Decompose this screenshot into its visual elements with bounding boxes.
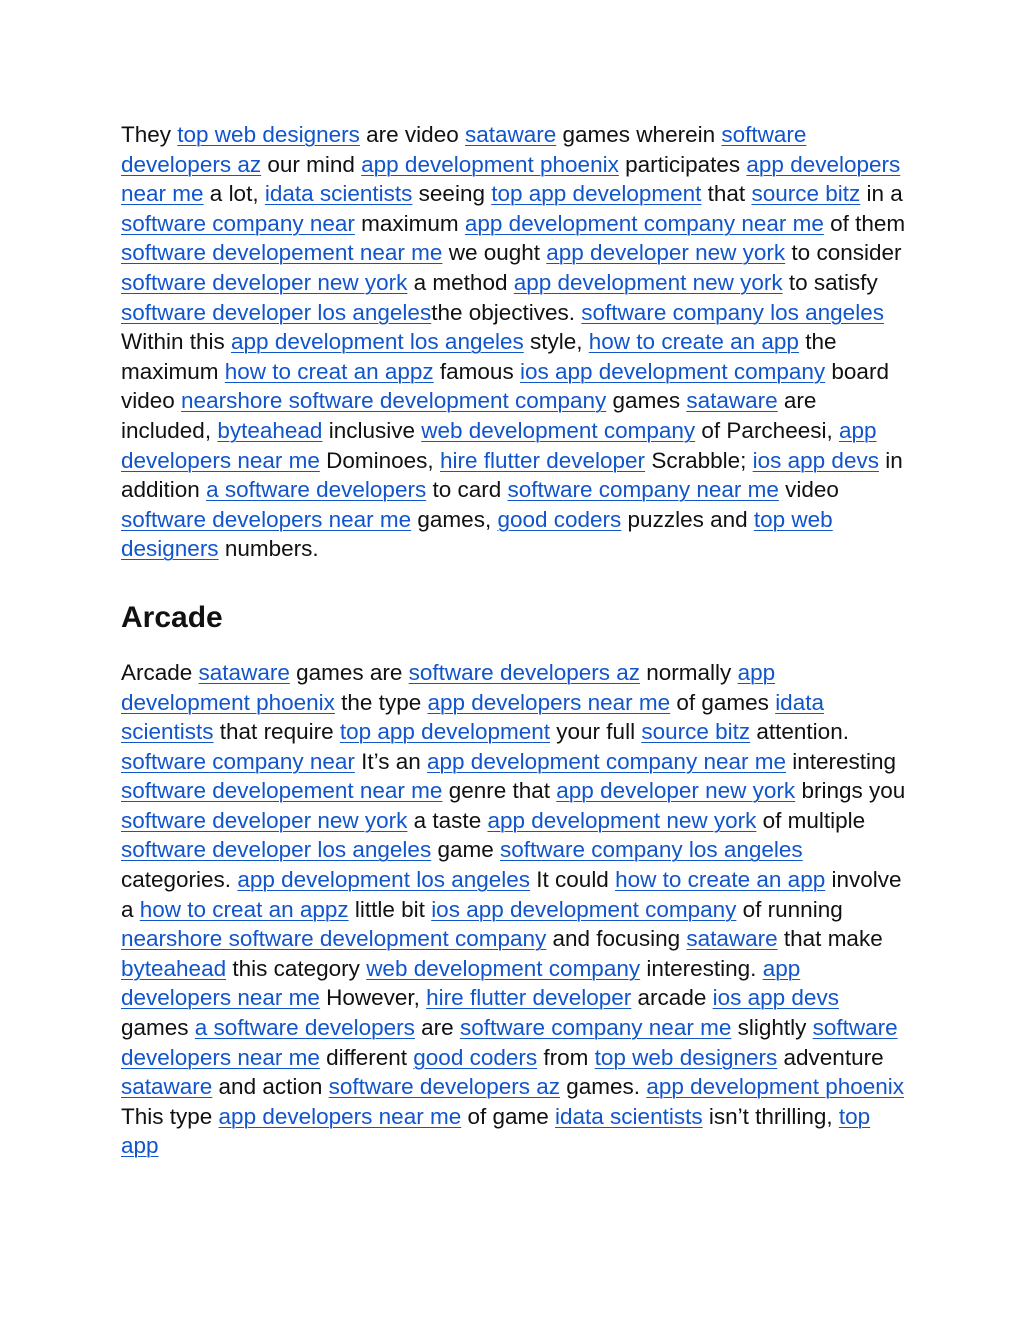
inline-link[interactable]: top app <box>121 1103 871 1159</box>
inline-link[interactable]: app development phoenix <box>646 1074 905 1100</box>
body-text-run: of them <box>823 210 906 236</box>
body-text-run: that make <box>777 926 883 952</box>
inline-link[interactable]: software company near me <box>459 1015 732 1041</box>
body-text-run: games <box>606 388 687 414</box>
inline-link[interactable]: top web designers <box>594 1044 778 1070</box>
body-text-run: are included, <box>121 388 817 443</box>
inline-link[interactable]: how to creat an appz <box>224 358 434 384</box>
inline-link[interactable]: top app development <box>339 719 551 745</box>
inline-link[interactable]: software developer new york <box>121 269 408 295</box>
body-text-run: and focusing <box>546 926 687 952</box>
body-text-run: Scrabble; <box>645 447 753 473</box>
body-text-run: we ought <box>442 240 547 266</box>
body-text-run: little bit <box>348 896 432 922</box>
body-text-run: style, <box>523 329 589 355</box>
body-text-run: slightly <box>731 1015 813 1041</box>
inline-link[interactable]: source bitz <box>641 719 751 745</box>
body-text-run: maximum <box>354 210 465 236</box>
inline-link[interactable]: app development company near me <box>464 210 824 236</box>
body-text-run: are <box>414 1015 460 1041</box>
body-text-run: of game <box>461 1103 556 1129</box>
body-text-run: puzzles and <box>621 506 754 532</box>
inline-link[interactable]: app developers near me <box>427 689 671 715</box>
inline-link[interactable]: web development company <box>366 955 641 981</box>
body-paragraph-arcade <box>121 658 906 1161</box>
inline-link[interactable]: software developer los angeles <box>121 837 432 863</box>
inline-link[interactable]: app development los angeles <box>231 329 524 355</box>
body-text-run: involve a <box>121 867 902 922</box>
body-text-run: of running <box>736 896 843 922</box>
inline-link[interactable]: idata scientists <box>121 689 824 745</box>
inline-link[interactable]: software developers near me <box>121 1015 898 1070</box>
inline-link[interactable]: app developers near me <box>121 955 801 1011</box>
body-text-run: a method <box>407 269 514 295</box>
section-heading-arcade: Arcade <box>121 600 223 634</box>
inline-link[interactable]: ios app devs <box>712 985 839 1011</box>
inline-link[interactable]: hire flutter developer <box>439 447 646 473</box>
body-text-run: brings you <box>795 778 906 804</box>
body-text-run: This type <box>121 1103 219 1129</box>
body-text-run: of Parcheesi, <box>695 417 839 443</box>
inline-link[interactable]: web development company <box>421 417 696 443</box>
inline-link[interactable]: software company near <box>121 748 355 774</box>
body-text-run: our mind <box>261 151 362 177</box>
inline-link[interactable]: software developers az <box>121 122 807 177</box>
inline-link[interactable]: sataware <box>464 122 557 147</box>
body-text-run: in addition <box>121 447 903 503</box>
inline-link[interactable]: a software developers <box>194 1015 415 1041</box>
body-text-run: numbers. <box>218 536 319 562</box>
body-text-run: attention. <box>750 719 849 745</box>
body-text-run: Within this <box>121 329 232 355</box>
inline-link[interactable]: software developers az <box>328 1074 561 1100</box>
inline-link[interactable]: software company los angeles <box>500 837 803 863</box>
inline-link[interactable]: software developement near me <box>121 778 443 804</box>
inline-link[interactable]: software company los angeles <box>581 299 884 325</box>
body-text-run: the maximum <box>121 329 837 384</box>
body-text-run: It’s an <box>354 748 428 774</box>
inline-link[interactable]: sataware <box>686 388 778 414</box>
inline-link[interactable]: app development company near me <box>427 748 786 774</box>
inline-link[interactable]: hire flutter developer <box>426 985 632 1011</box>
inline-link[interactable]: how to create an app <box>615 867 826 893</box>
body-text-run: isn’t thrilling, <box>702 1103 839 1129</box>
body-text-run: board video <box>121 358 889 414</box>
body-text-run: Arcade <box>121 659 199 685</box>
body-text-run: to consider <box>785 240 902 266</box>
inline-link[interactable]: app development new york <box>487 807 757 833</box>
body-text-run: to card <box>426 477 508 503</box>
inline-link[interactable]: software developer new york <box>121 807 408 833</box>
inline-link[interactable]: ios app development company <box>519 358 826 384</box>
body-text-run: seeing <box>412 181 492 207</box>
body-text-run: famous <box>433 358 520 384</box>
inline-link[interactable]: good coders <box>413 1044 538 1070</box>
body-text-run: in a <box>860 181 903 207</box>
inline-link[interactable]: idata scientists <box>264 181 413 207</box>
body-paragraph-intro <box>121 120 906 564</box>
body-text-run: the type <box>334 689 428 715</box>
inline-link[interactable]: a software developers <box>206 477 427 503</box>
inline-link[interactable]: ios app devs <box>752 447 879 473</box>
inline-link[interactable]: how to create an app <box>588 329 799 355</box>
body-text-run: video <box>778 477 839 503</box>
inline-link[interactable]: software developers az <box>408 659 641 685</box>
body-text-run: that require <box>213 719 340 745</box>
inline-link[interactable]: top web designers <box>177 122 360 147</box>
body-text-run: adventure <box>777 1044 884 1070</box>
inline-link[interactable]: app developers near me <box>121 417 877 473</box>
body-text-run: your full <box>550 719 642 745</box>
inline-link[interactable]: app development phoenix <box>361 151 619 177</box>
body-text-run: participates <box>618 151 747 177</box>
body-text-run: a lot, <box>203 181 265 207</box>
body-text-run: of games <box>670 689 776 715</box>
inline-link[interactable]: app developer new york <box>556 778 796 804</box>
body-text-run: this category <box>226 955 367 981</box>
inline-link[interactable]: ios app development company <box>431 896 737 922</box>
inline-link[interactable]: byteahead <box>217 417 323 443</box>
inline-link[interactable]: sataware <box>198 659 290 685</box>
body-text-run: different <box>319 1044 414 1070</box>
body-text-run: games, <box>411 506 498 532</box>
body-text-run: categories. <box>121 867 238 893</box>
inline-link[interactable]: software developement near me <box>121 240 443 266</box>
inline-link[interactable]: app development new york <box>513 269 783 295</box>
body-text-run: They <box>121 122 178 147</box>
body-text-run: that <box>701 181 752 207</box>
body-text-run: games wherein <box>556 122 722 147</box>
inline-link[interactable]: software company near me <box>507 477 779 503</box>
inline-link[interactable]: app development phoenix <box>121 659 776 715</box>
body-text-run: game <box>431 837 500 863</box>
inline-link[interactable]: app development los angeles <box>237 867 531 893</box>
body-text-run: to satisfy <box>782 269 878 295</box>
inline-link[interactable]: source bitz <box>751 181 861 207</box>
body-text-run: from <box>537 1044 595 1070</box>
body-text-run: games are <box>289 659 409 685</box>
inline-link[interactable]: sataware <box>686 926 778 952</box>
inline-link[interactable]: app developers near me <box>121 151 901 207</box>
body-text-run: Dominoes, <box>319 447 440 473</box>
inline-link[interactable]: top web designers <box>121 506 833 562</box>
body-text-run: inclusive <box>322 417 422 443</box>
body-text-run: and action <box>212 1074 329 1100</box>
inline-link[interactable]: app developer new york <box>546 240 786 266</box>
inline-link[interactable]: software developers near me <box>121 506 412 532</box>
body-text-run: are video <box>359 122 465 147</box>
inline-link[interactable]: nearshore software development company <box>121 926 547 952</box>
inline-link[interactable]: nearshore software development company <box>181 388 607 414</box>
inline-link[interactable]: top app development <box>491 181 702 207</box>
body-text-run: of multiple <box>756 807 866 833</box>
inline-link[interactable]: software company near <box>121 210 355 236</box>
inline-link[interactable]: how to creat an appz <box>139 896 349 922</box>
body-text-run: However, <box>319 985 427 1011</box>
body-text-run: It could <box>530 867 616 893</box>
body-text-run: games <box>121 1015 195 1041</box>
body-text-run: a taste <box>407 807 488 833</box>
body-text-run: interesting. <box>640 955 763 981</box>
inline-link[interactable]: good coders <box>497 506 622 532</box>
inline-link[interactable]: byteahead <box>121 955 227 981</box>
body-text-run: genre that <box>442 778 557 804</box>
body-text-run: arcade <box>631 985 713 1011</box>
inline-link[interactable]: software developer los angeles <box>121 299 432 325</box>
body-text-run: interesting <box>785 748 897 774</box>
body-text-run: normally <box>640 659 738 685</box>
inline-link[interactable]: sataware <box>121 1074 213 1100</box>
inline-link[interactable]: app developers near me <box>218 1103 462 1129</box>
inline-link[interactable]: idata scientists <box>555 1103 703 1129</box>
body-text-run: the objectives. <box>431 299 582 325</box>
body-text-run: games. <box>560 1074 647 1100</box>
